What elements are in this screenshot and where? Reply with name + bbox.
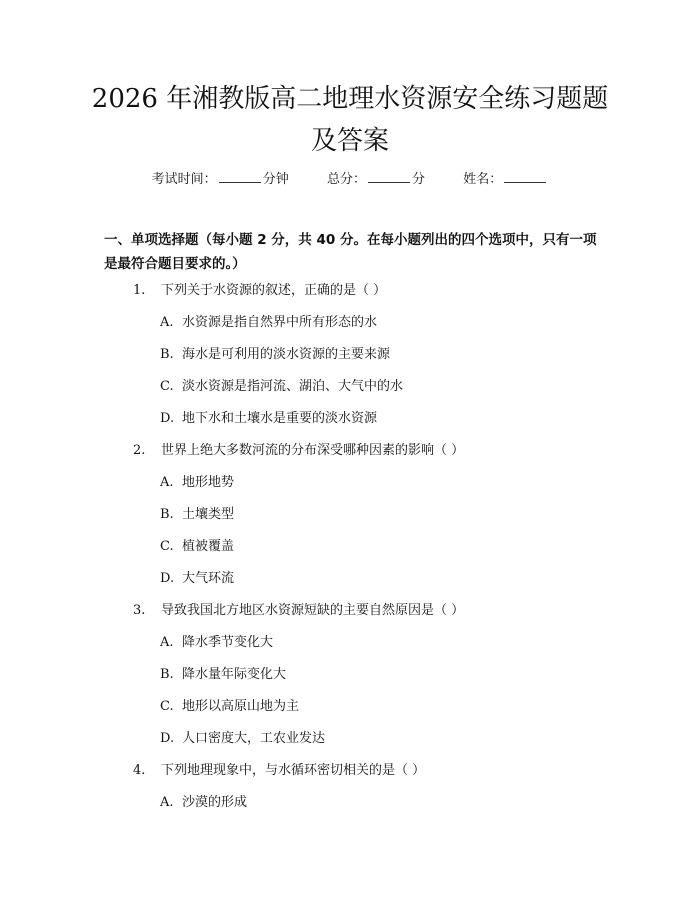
- option-text: 地形以高原山地为主: [182, 699, 300, 714]
- title-line-2: 及答案: [310, 126, 389, 156]
- title-line-1: 2026 年湘教版高二地理水资源安全练习题题: [91, 84, 609, 114]
- option-text: 沙漠的形成: [182, 795, 248, 810]
- section-1-heading: 一、单项选择题（每小题 2 分，共 40 分。在每小题列出的四个选项中，只有一项是最符合题目要求的。）: [104, 232, 597, 272]
- question-4-option-a: [160, 794, 247, 812]
- option-letter: C.: [160, 539, 174, 554]
- option-text: 降水季节变化大: [182, 635, 274, 650]
- time-blank: [219, 170, 261, 183]
- option-letter: A.: [160, 315, 174, 330]
- question-1-option-b: [160, 346, 390, 364]
- time-label: 考试时间：: [151, 172, 217, 187]
- question-3-option-a: [160, 634, 273, 652]
- question-text: 世界上绝大多数河流的分布深受哪种因素的影响（ ）: [161, 443, 465, 458]
- question-3-option-d: [160, 730, 325, 748]
- question-3-option-c: [160, 698, 299, 716]
- question-number: 2.: [133, 443, 146, 458]
- option-letter: D.: [160, 731, 175, 746]
- option-letter: A.: [160, 795, 174, 810]
- question-1: [133, 282, 386, 300]
- question-2-option-a: [160, 474, 234, 492]
- question-3-option-b: [160, 666, 286, 684]
- question-4: [133, 762, 425, 780]
- question-number: 4.: [133, 763, 146, 778]
- option-text: 人口密度大，工农业发达: [182, 731, 326, 746]
- option-letter: A.: [160, 475, 174, 490]
- option-text: 地形地势: [182, 475, 235, 490]
- option-letter: C.: [160, 379, 174, 394]
- question-1-option-d: [160, 410, 377, 428]
- question-2-option-c: [160, 538, 234, 556]
- question-number: 3.: [133, 603, 146, 618]
- question-1-option-c: [160, 378, 403, 396]
- option-text: 土壤类型: [182, 507, 235, 522]
- question-2: [133, 442, 464, 460]
- option-letter: C.: [160, 699, 174, 714]
- option-letter: D.: [160, 411, 175, 426]
- question-2-option-d: [160, 570, 234, 588]
- option-letter: B.: [160, 347, 174, 362]
- question-1-option-a: [160, 314, 377, 332]
- question-number: 1.: [133, 283, 146, 298]
- question-text: 下列关于水资源的叙述，正确的是（ ）: [161, 283, 387, 298]
- option-letter: A.: [160, 635, 174, 650]
- question-text: 下列地理现象中，与水循环密切相关的是（ ）: [161, 763, 426, 778]
- option-text: 植被覆盖: [182, 539, 235, 554]
- option-text: 大气环流: [182, 571, 235, 586]
- option-text: 地下水和土壤水是重要的淡水资源: [182, 411, 378, 426]
- option-letter: B.: [160, 667, 174, 682]
- question-text: 导致我国北方地区水资源短缺的主要自然原因是（ ）: [161, 603, 465, 618]
- score-label: 总分：: [326, 172, 366, 187]
- question-3: [133, 602, 464, 620]
- exam-meta-line: [0, 168, 700, 187]
- name-blank: [504, 170, 546, 183]
- name-label: 姓名：: [463, 172, 503, 187]
- time-unit: 分钟: [262, 172, 289, 187]
- document-title: [60, 78, 640, 162]
- option-text: 降水量年际变化大: [182, 667, 287, 682]
- option-letter: B.: [160, 507, 174, 522]
- score-blank: [368, 170, 410, 183]
- score-unit: 分: [412, 172, 426, 187]
- option-letter: D.: [160, 571, 175, 586]
- option-text: 海水是可利用的淡水资源的主要来源: [182, 347, 391, 362]
- option-text: 水资源是指自然界中所有形态的水: [182, 315, 378, 330]
- option-text: 淡水资源是指河流、湖泊、大气中的水: [182, 379, 404, 394]
- question-2-option-b: [160, 506, 234, 524]
